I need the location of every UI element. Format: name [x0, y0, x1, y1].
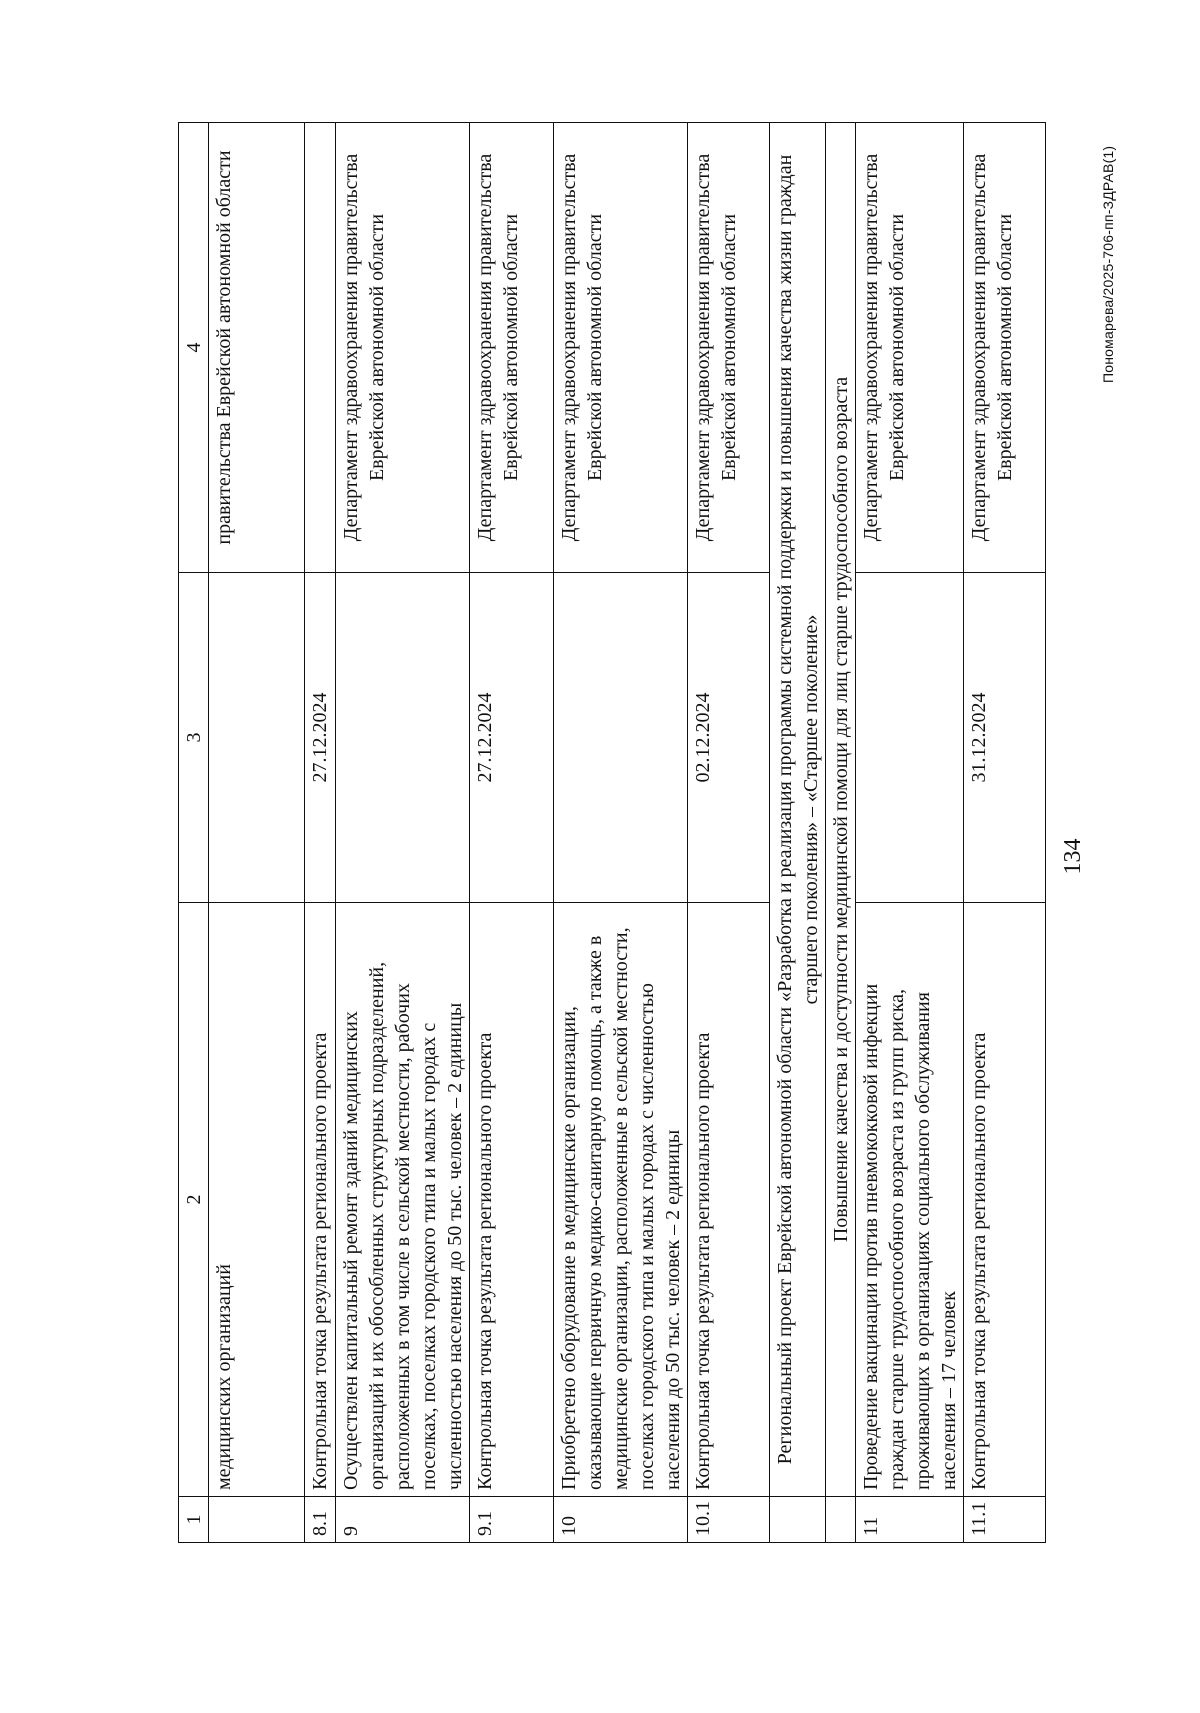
row-responsible: правительства Еврейской автономной области — [209, 123, 305, 573]
row-text: Контрольная точка результата регионального проекта — [305, 903, 336, 1497]
document-footer: Пономарева/2025-706-пп-ЗДРАВ(1) — [1100, 145, 1116, 383]
row-responsible: Департамент здравоохранения правительства Еврейской автономной области — [336, 123, 470, 573]
row-number — [209, 1497, 305, 1543]
row-number: 9.1 — [470, 1497, 554, 1543]
section-number-cell — [826, 1497, 856, 1543]
table-row — [470, 123, 554, 1543]
row-number: 8.1 — [305, 1497, 336, 1543]
row-date: 02.12.2024 — [688, 573, 770, 903]
plan-table — [178, 122, 1046, 1543]
row-date — [336, 573, 470, 903]
column-header: 1 — [179, 1497, 209, 1543]
section-task-title: Повышение качества и доступности медицинской помощи для лиц старше трудоспособного возраста — [826, 123, 856, 1497]
column-header: 3 — [179, 573, 209, 903]
row-number: 11 — [856, 1497, 964, 1543]
row-text: Контрольная точка результата регионального проекта — [688, 903, 770, 1497]
page-number: 134 — [1060, 838, 1086, 875]
row-number: 11.1 — [964, 1497, 1046, 1543]
table-row — [336, 123, 470, 1543]
row-text: Контрольная точка результата регионального проекта — [964, 903, 1046, 1497]
table-row — [554, 123, 688, 1543]
row-number: 10 — [554, 1497, 688, 1543]
row-date — [209, 573, 305, 903]
row-date: 27.12.2024 — [470, 573, 554, 903]
row-text: медицинских организаций — [209, 903, 305, 1497]
row-date — [554, 573, 688, 903]
row-text: Контрольная точка результата регионального проекта — [470, 903, 554, 1497]
row-text: Осуществлен капитальный ремонт зданий медицинских организаций и их обособленных структурных подразделений, расположенных в том числе в сельской местности, рабочих поселках, поселках городского типа и малых городах с численностью населения до 50 тыс. человек – 2 единицы — [336, 903, 470, 1497]
section-row — [770, 123, 826, 1543]
table-row — [856, 123, 964, 1543]
row-date: 27.12.2024 — [305, 573, 336, 903]
table-row — [305, 123, 336, 1543]
header-row — [179, 123, 209, 1543]
row-date — [856, 573, 964, 903]
row-responsible: Департамент здравоохранения правительства Еврейской автономной области — [554, 123, 688, 573]
row-text: Приобретено оборудование в медицинские организации, оказывающие первичную медико-санитарную помощь, а также в медицинские организации, расположенные в сельской местности, поселках городского типа и малых городах с численностью населения до 50 тыс. человек – 2 единицы — [554, 903, 688, 1497]
column-header: 2 — [179, 903, 209, 1497]
table-row — [209, 123, 305, 1543]
row-number: 9 — [336, 1497, 470, 1543]
row-responsible: Департамент здравоохранения правительства Еврейской автономной области — [688, 123, 770, 573]
row-responsible: Департамент здравоохранения правительства Еврейской автономной области — [856, 123, 964, 573]
section-project-title: Региональный проект Еврейской автономной области «Разработка и реализация программы системной поддержки и повышения качества жизни граждан старшего поколения» – «Старшее поколение» — [770, 123, 826, 1497]
row-date: 31.12.2024 — [964, 573, 1046, 903]
table-row — [688, 123, 770, 1543]
row-responsible: Департамент здравоохранения правительства Еврейской автономной области — [470, 123, 554, 573]
section-number-cell — [770, 1497, 826, 1543]
section-row — [826, 123, 856, 1543]
column-header: 4 — [179, 123, 209, 573]
row-responsible — [305, 123, 336, 573]
table-row — [964, 123, 1046, 1543]
row-number: 10.1 — [688, 1497, 770, 1543]
row-responsible: Департамент здравоохранения правительства Еврейской автономной области — [964, 123, 1046, 573]
row-text: Проведение вакцинации против пневмококковой инфекции граждан старше трудоспособного возраста из групп риска, проживающих в организациях социального обслуживания населения – 17 человек — [856, 903, 964, 1497]
